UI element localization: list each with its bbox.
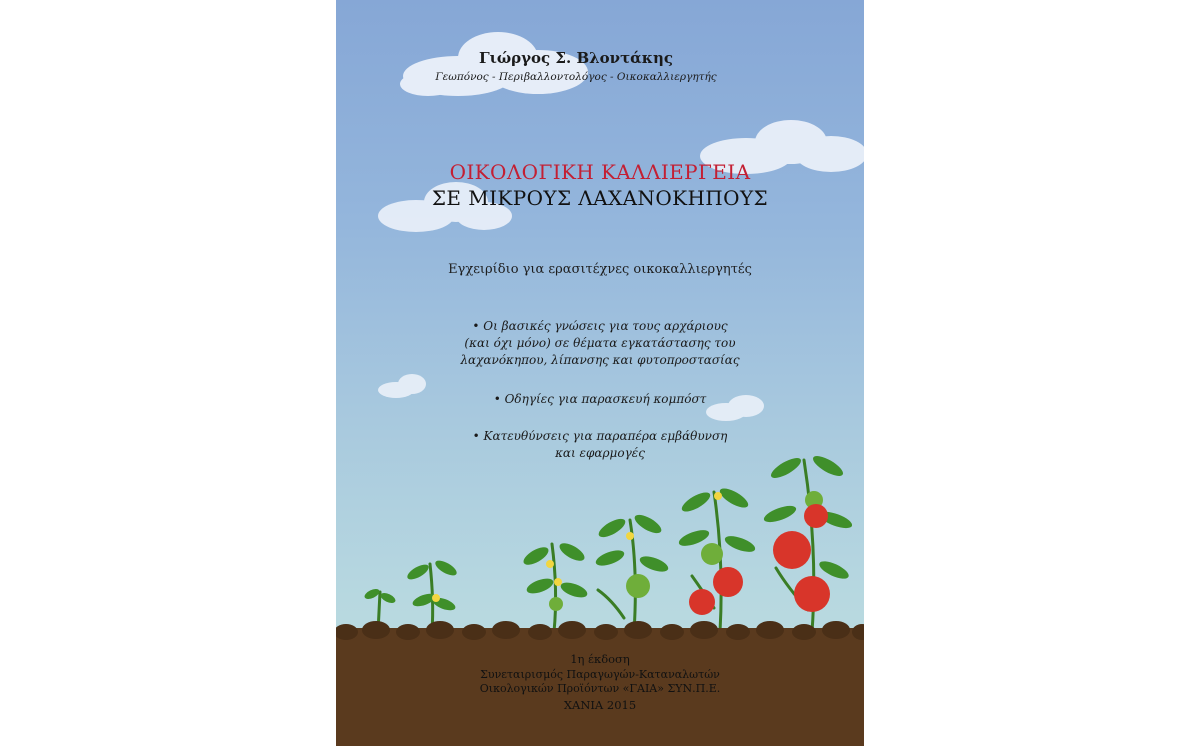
place-year: ΧΑΝΙΑ 2015 <box>563 698 637 712</box>
publisher-line-1: Συνεταιρισμός Παραγωγών-Καταναλωτών <box>480 668 720 681</box>
author-name: Γιώργος Σ. Βλοντάκης <box>478 49 673 67</box>
bullet-compost <box>336 391 864 408</box>
author-role: Γεωπόνος - Περιβαλλοντολόγος - Οικοκαλλιεργητής <box>435 71 717 83</box>
bullet-line: • Οι βασικές γνώσεις για τους αρχάριους <box>472 319 728 333</box>
tomato-plants-illustration <box>336 440 864 640</box>
bullet-line: και εφαρμογές <box>555 446 645 460</box>
bullet-line: • Κατευθύνσεις για παραπέρα εμβάθυνση <box>472 429 728 443</box>
edition: 1η έκδοση <box>570 652 630 666</box>
subtitle: Εγχειρίδιο για ερασιτέχνες οικοκαλλιεργητές <box>448 262 752 277</box>
soil-clods <box>336 614 864 642</box>
publisher-line-2: Οικολογικών Προϊόντων «ΓΑΙΑ» ΣΥΝ.Π.Ε. <box>479 682 721 695</box>
title-line-1: ΟΙΚΟΛΟΓΙΚΗ ΚΑΛΛΙΕΡΓΕΙΑ <box>449 160 751 184</box>
title-line-2: ΣΕ ΜΙΚΡΟΥΣ ΛΑΧΑΝΟΚΗΠΟΥΣ <box>431 186 769 210</box>
bullet-line: • Οδηγίες για παρασκευή κομπόστ <box>493 392 707 406</box>
book-cover <box>336 0 864 746</box>
bullet-line: λαχανόκηπου, λίπανσης και φυτοπροστασίας <box>460 353 740 367</box>
bullet-basics <box>336 318 864 369</box>
bullet-line: (και όχι μόνο) σε θέματα εγκατάστασης του <box>464 336 736 350</box>
